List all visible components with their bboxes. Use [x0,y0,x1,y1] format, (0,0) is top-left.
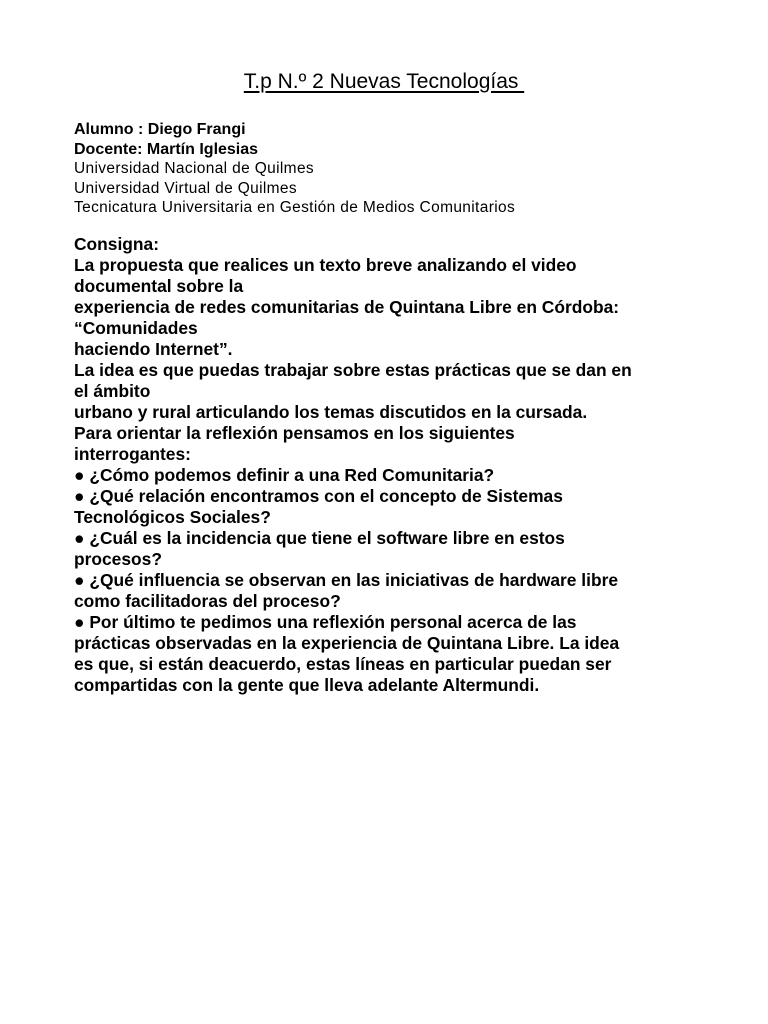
body-line: documental sobre la [74,276,244,296]
body-line: Tecnológicos Sociales? [74,507,271,527]
virtual-university-name: Universidad Virtual de Quilmes [74,179,298,197]
degree-name: Tecnicatura Universitaria en Gestión de Medios Comunitarios [74,199,516,216]
body-line: interrogantes: [74,444,191,464]
body-line: Para orientar la reflexión pensamos en los siguientes [74,423,515,443]
question-item: ● ¿Cuál es la incidencia que tiene el software libre en estos [74,528,565,548]
body-line: compartidas con la gente que lleva adelante Altermundi. [74,675,540,695]
body-line: experiencia de redes comunitarias de Quintana Libre en Córdoba: [74,297,620,317]
assignment-body [74,234,714,696]
body-line: prácticas observadas en la experiencia de Quintana Libre. La idea [74,633,620,653]
teacher-name: Docente: Martín Iglesias [74,140,259,158]
body-line: urbano y rural articulando los temas discutidos en la cursada. [74,402,588,422]
university-name: Universidad Nacional de Quilmes [74,160,315,177]
body-line: “Comunidades [74,318,198,338]
body-line: como facilitadoras del proceso? [74,591,341,611]
body-line: La propuesta que realices un texto breve analizando el video [74,255,577,275]
question-item: ● Por último te pedimos una reflexión personal acerca de las [74,612,577,632]
question-item: ● ¿Qué influencia se observan en las iniciativas de hardware libre [74,570,619,590]
student-name: Alumno : Diego Frangi [74,121,246,138]
document-title: T.p N.º 2 Nuevas Tecnologías [243,70,525,93]
body-line: el ámbito [74,381,151,401]
body-line: La idea es que puedas trabajar sobre estas prácticas que se dan en [74,360,632,380]
body-line: es que, si están deacuerdo, estas líneas en particular puedan ser [74,654,612,674]
document-header [74,120,714,218]
body-line: procesos? [74,549,162,569]
question-item: ● ¿Cómo podemos definir a una Red Comunitaria? [74,465,495,485]
body-line: Consigna: [74,234,160,254]
question-item: ● ¿Qué relación encontramos con el concepto de Sistemas [74,486,563,506]
body-line: haciendo Internet”. [74,339,233,359]
